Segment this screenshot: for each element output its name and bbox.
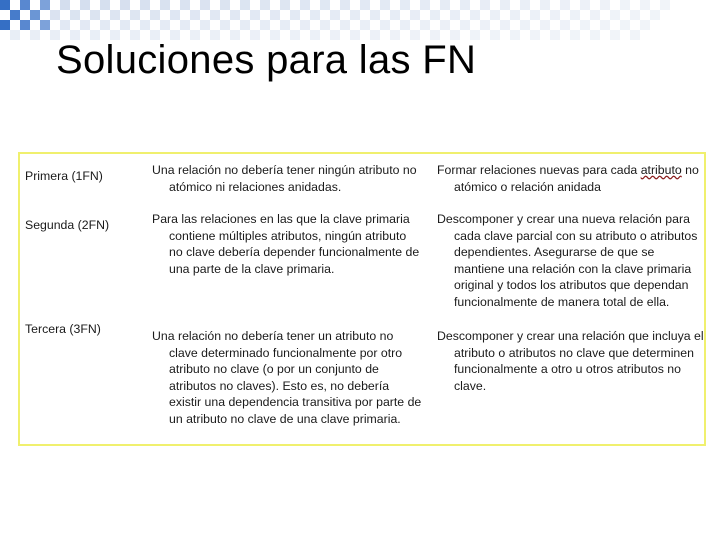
checker-square [520,20,530,30]
checker-square [380,20,390,30]
checker-square [460,0,470,10]
checker-square [480,20,490,30]
checker-square [60,0,70,10]
checker-square [650,10,660,20]
row-3-solution: Descomponer y crear una relación que incluya el atributo o atributos no clave que determinen funcionalmente a otro u otros atributos no clave. [437,329,704,393]
checker-square [510,30,520,40]
row-1-solution-underlined: atributo [640,163,682,177]
checker-square [200,0,210,10]
row-1-problem: Una relación no debería tener ningún atributo no atómico ni relaciones anidadas. [152,163,417,194]
checker-square [510,10,520,20]
checker-square [200,20,210,30]
checker-square [80,0,90,10]
row-1-solution-text-b: no atómico o relación anidada [454,163,699,194]
checker-square [320,0,330,10]
checker-square [310,10,320,20]
checker-square [430,10,440,20]
row-1-solution [437,162,707,195]
checker-square [160,20,170,30]
checker-square [210,10,220,20]
checker-square [530,30,540,40]
checker-square [450,10,460,20]
checker-square [480,0,490,10]
checker-square [400,20,410,30]
checker-square [10,10,20,20]
row-1-solution-text-a: Formar relaciones nuevas para cada [437,163,641,177]
checker-square [550,10,560,20]
checker-square [620,0,630,10]
checker-square [610,10,620,20]
checker-square [340,20,350,30]
checker-square [490,10,500,20]
checker-square [470,10,480,20]
checker-square [600,0,610,10]
checker-square [70,10,80,20]
checker-square [190,10,200,20]
checker-square [320,20,330,30]
decorative-checker-pattern [0,0,720,40]
checker-square [20,0,30,10]
checker-square [290,10,300,20]
checker-square [340,0,350,10]
checker-square [300,0,310,10]
checker-square [460,20,470,30]
checker-square [0,0,10,10]
checker-square [420,0,430,10]
checker-square [130,10,140,20]
checker-square [390,10,400,20]
checker-square [420,20,430,30]
checker-square [50,10,60,20]
checker-square [300,20,310,30]
checker-square [640,0,650,10]
checker-square [40,20,50,30]
checker-square [280,0,290,10]
checker-square [150,10,160,20]
checker-square [140,20,150,30]
checker-square [350,10,360,20]
checker-square [660,0,670,10]
checker-square [280,20,290,30]
page-title: Soluciones para las FN [56,38,477,82]
checker-square [80,20,90,30]
checker-square [360,20,370,30]
checker-square [120,20,130,30]
checker-square [620,20,630,30]
checker-square [640,20,650,30]
checker-square [220,0,230,10]
checker-square [550,30,560,40]
checker-square [500,0,510,10]
row-2-solution: Descomponer y crear una nueva relación para cada clave parcial con su atributo o atributos dependientes. Asegurarse de que se mantiene una relación con la clave primaria original y todos los atributos que dependan funcionalmente de manera total de ella. [437,212,698,309]
checker-square [530,10,540,20]
checker-square [590,30,600,40]
checker-square [40,0,50,10]
checker-square [220,20,230,30]
row-1-name: Primera (1FN) [25,169,103,183]
checker-square [240,20,250,30]
checker-square [440,0,450,10]
checker-square [360,0,370,10]
checker-square [100,20,110,30]
checker-square [100,0,110,10]
checker-square [170,10,180,20]
checker-square [0,20,10,30]
checker-square [590,10,600,20]
row-3-problem: Una relación no debería tener un atributo no clave determinado funcionalmente por otro atributo no clave (o por un conjunto de atributos no claves). Esto es, no debería existir una dependencia transitiva por parte de un atributo no clave de una clave primaria. [152,329,422,426]
checker-square [260,0,270,10]
checker-square [440,20,450,30]
checker-square [20,20,30,30]
checker-square [580,0,590,10]
checker-square [160,0,170,10]
checker-square [10,30,20,40]
checker-square [180,20,190,30]
checker-square [540,0,550,10]
checker-square [260,20,270,30]
row-2-problem: Para las relaciones en las que la clave primaria contiene múltiples atributos, ningún atributo no clave debería depender funcionalmente de una parte de la clave primaria. [152,212,420,276]
checker-square [570,30,580,40]
checker-square [570,10,580,20]
checker-square [90,10,100,20]
checker-square [630,30,640,40]
checker-square [110,10,120,20]
checker-square [400,0,410,10]
checker-square [500,20,510,30]
checker-square [250,10,260,20]
checker-square [630,10,640,20]
checker-square [240,0,250,10]
checker-square [580,20,590,30]
checker-square [30,10,40,20]
checker-square [560,0,570,10]
checker-square [180,0,190,10]
checker-square [230,10,240,20]
checker-square [610,30,620,40]
checker-square [410,10,420,20]
checker-square [520,0,530,10]
checker-square [60,20,70,30]
checker-square [120,0,130,10]
checker-square [30,30,40,40]
checker-square [490,30,500,40]
row-2-name: Segunda (2FN) [25,218,110,232]
checker-square [270,10,280,20]
checker-square [330,10,340,20]
checker-square [540,20,550,30]
row-3-name: Tercera (3FN) [25,322,101,336]
normal-forms-table [18,152,706,446]
checker-square [370,10,380,20]
checker-square [140,0,150,10]
checker-square [600,20,610,30]
checker-square [380,0,390,10]
checker-square [560,20,570,30]
